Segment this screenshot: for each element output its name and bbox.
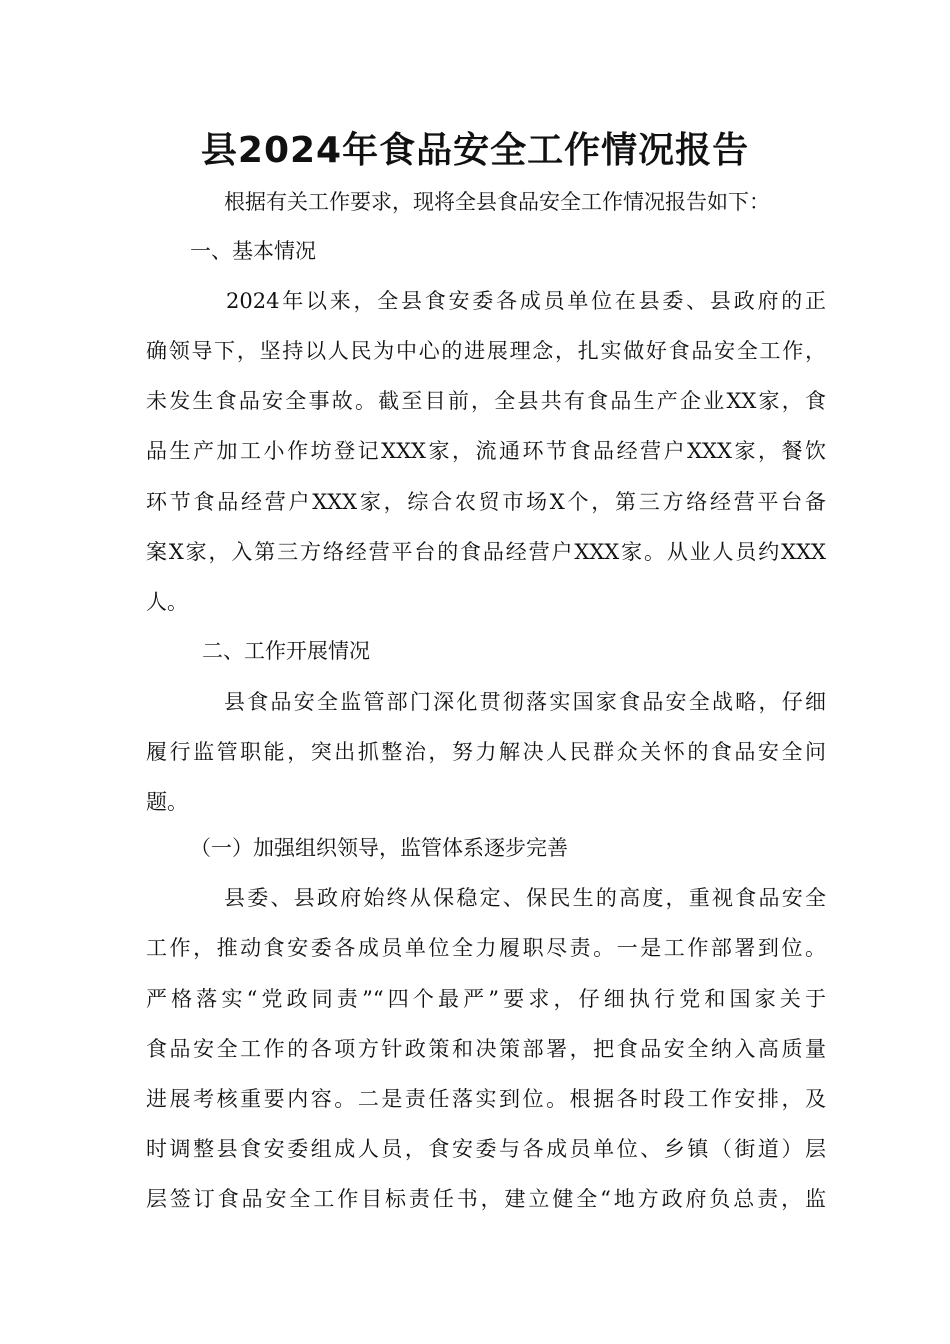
section-heading-basic: 一、基本情况 [190,239,316,263]
paragraph-line: 履行监管职能，突出抓整治，努力解决人民群众关怀的食品安全问 [146,740,826,764]
paragraph-line: 环节食品经营户XXX家，综合农贸市场X个，第三方络经营平台备 [146,490,826,514]
paragraph-line: 县委、县政府始终从保稳定、保民生的高度，重视食品安全 [224,886,826,910]
paragraph-line: 未发生食品安全事故。截至目前，全县共有食品生产企业XX家，食 [146,389,826,413]
section-heading-work: 二、工作开展情况 [202,639,370,663]
paragraph-line: 人。 [146,590,188,614]
paragraph-line: 题。 [146,790,188,814]
intro-paragraph: 根据有关工作要求，现将全县食品安全工作情况报告如下： [224,190,770,214]
paragraph-line: 2024年以来，全县食安委各成员单位在县委、县政府的正 [226,289,826,313]
paragraph-line: 品生产加工小作坊登记XXX家，流通环节食品经营户XXX家，餐饮 [146,439,826,463]
paragraph-line: 案X家，入第三方络经营平台的食品经营户XXX家。从业人员约XXX [146,540,826,564]
subsection-heading: （一）加强组织领导，监管体系逐步完善 [190,836,568,860]
paragraph-line: 食品安全工作的各项方针政策和决策部署，把食品安全纳入高质量 [146,1037,826,1061]
paragraph-line: 严格落实“党政同责”“四个最严”要求，仔细执行党和国家关于 [146,987,826,1011]
paragraph-line: 县食品安全监管部门深化贯彻落实国家食品安全战略，仔细 [224,690,826,714]
paragraph-line: 确领导下，坚持以人民为中心的进展理念，扎实做好食品安全工作， [146,339,826,363]
paragraph-line: 进展考核重要内容。二是责任落实到位。根据各时段工作安排，及 [146,1087,826,1111]
paragraph-line: 工作，推动食安委各成员单位全力履职尽责。一是工作部署到位。 [146,936,826,960]
paragraph-line: 时调整县食安委组成人员，食安委与各成员单位、乡镇（街道）层 [146,1137,826,1161]
paragraph-line: 层签订食品安全工作目标责任书，建立健全“地方政府负总责，监 [146,1187,826,1211]
document-title: 县2024年食品安全工作情况报告 [200,130,750,171]
